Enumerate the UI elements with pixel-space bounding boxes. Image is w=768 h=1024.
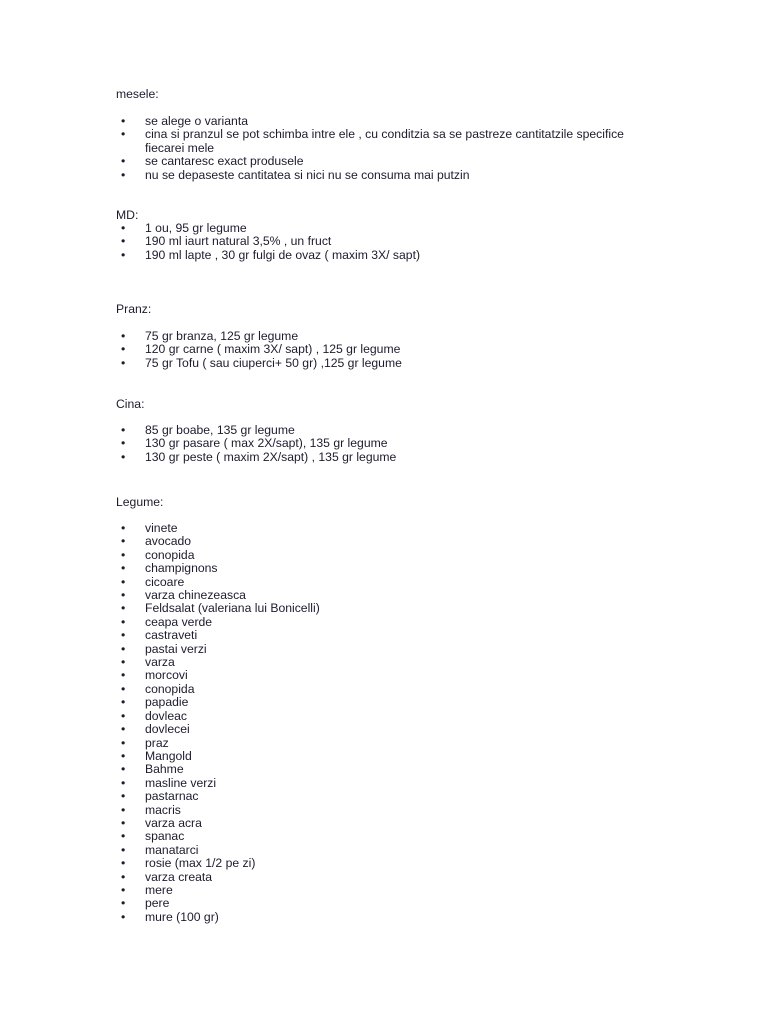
list-item: • 1 ou, 95 gr legume [116, 222, 656, 235]
list-mesele [116, 115, 656, 182]
list-item: • Feldsalat (valeriana lui Bonicelli) [116, 602, 656, 615]
list-item: • 190 ml lapte , 30 gr fulgi de ovaz ( maxim 3X/ sapt) [116, 249, 656, 262]
list-item: • ceapa verde [116, 616, 656, 629]
list-legume [116, 522, 656, 924]
list-item: • macris [116, 804, 656, 817]
list-item: • 190 ml iaurt natural 3,5% , un fruct [116, 235, 656, 248]
section-heading-mesele: mesele: [116, 87, 159, 101]
list-cina [116, 424, 656, 464]
list-item: • champignons [116, 562, 656, 575]
list-item: • se alege o varianta [116, 115, 656, 128]
list-item: • mure (100 gr) [116, 911, 656, 924]
list-item: • conopida [116, 549, 656, 562]
list-item: • 75 gr Tofu ( sau ciuperci+ 50 gr) ,125 gr legume [116, 357, 656, 370]
list-item: • vinete [116, 522, 656, 535]
list-item: • manatarci [116, 844, 656, 857]
list-item: • castraveti [116, 629, 656, 642]
list-item: • 130 gr pasare ( max 2X/sapt), 135 gr legume [116, 437, 656, 450]
list-item: • pere [116, 897, 656, 910]
list-item: • papadie [116, 696, 656, 709]
list-item: • dovleac [116, 710, 656, 723]
section-heading-cina: Cina: [116, 397, 145, 411]
list-item: • varza acra [116, 817, 656, 830]
section-heading-legume: Legume: [116, 495, 164, 509]
list-item: • morcovi [116, 669, 656, 682]
list-item: • pastai verzi [116, 643, 656, 656]
list-item: • se cantaresc exact produsele [116, 155, 656, 168]
list-item: • varza creata [116, 871, 656, 884]
list-item: • Bahme [116, 763, 656, 776]
list-item: • 120 gr carne ( maxim 3X/ sapt) , 125 gr legume [116, 343, 656, 356]
section-heading-pranz: Pranz: [116, 302, 152, 316]
section-heading-md: MD: [116, 208, 139, 222]
list-item: • masline verzi [116, 777, 656, 790]
list-item: • conopida [116, 683, 656, 696]
list-item: • 75 gr branza, 125 gr legume [116, 330, 656, 343]
list-item: • Mangold [116, 750, 656, 763]
list-item: • varza [116, 656, 656, 669]
list-item: • dovlecei [116, 723, 656, 736]
list-item: • avocado [116, 535, 656, 548]
list-item: • 130 gr peste ( maxim 2X/sapt) , 135 gr legume [116, 451, 656, 464]
list-item: • cina si pranzul se pot schimba intre ele , cu conditzia sa se pastreze cantitatzile specifice fiecarei mele [116, 128, 656, 155]
list-item: • pastarnac [116, 790, 656, 803]
list-pranz [116, 330, 656, 370]
list-md [116, 222, 656, 262]
list-item: • praz [116, 737, 656, 750]
list-item: • nu se depaseste cantitatea si nici nu se consuma mai putzin [116, 169, 656, 182]
list-item: • mere [116, 884, 656, 897]
list-item: • 85 gr boabe, 135 gr legume [116, 424, 656, 437]
list-item: • cicoare [116, 576, 656, 589]
list-item: • rosie (max 1/2 pe zi) [116, 857, 656, 870]
list-item: • spanac [116, 830, 656, 843]
list-item: • varza chinezeasca [116, 589, 656, 602]
